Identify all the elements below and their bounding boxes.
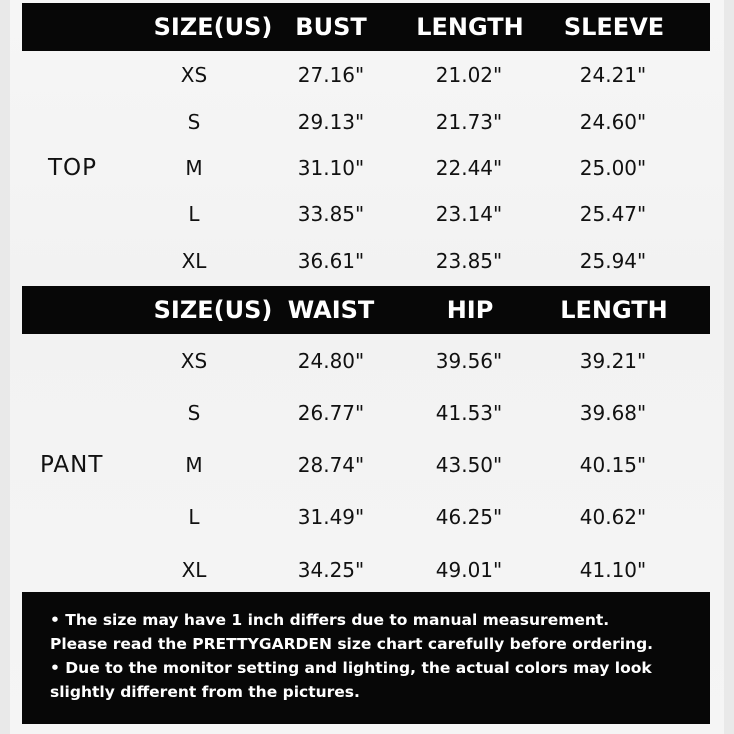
top-sleeve-cell: 25.47": [579, 202, 647, 226]
pant-length-cell: 40.15": [579, 453, 647, 477]
pant-hip-cell: 49.01": [435, 558, 503, 582]
top-length-cell: 23.85": [435, 249, 503, 273]
top-size-cell: S: [187, 110, 201, 134]
note-line: slightly different from the pictures.: [50, 683, 360, 701]
top-header-sleeve: SLEEVE: [563, 13, 665, 41]
note-line: Please read the PRETTYGARDEN size chart carefully before ordering.: [50, 635, 654, 653]
top-section-label: TOP: [48, 155, 98, 181]
top-header-bust: BUST: [295, 13, 367, 41]
top-bust-cell: 29.13": [297, 110, 365, 134]
top-length-cell: 22.44": [435, 156, 503, 180]
pant-waist-cell: 34.25": [297, 558, 365, 582]
top-sleeve-cell: 24.21": [579, 63, 647, 87]
pant-hip-cell: 39.56": [435, 349, 503, 373]
pant-header-row: [22, 286, 710, 334]
top-sleeve-cell: 24.60": [579, 110, 647, 134]
pant-waist-cell: 31.49": [297, 505, 365, 529]
top-length-cell: 23.14": [435, 202, 503, 226]
top-header-length: LENGTH: [416, 13, 524, 41]
pant-hip-cell: 41.53": [435, 401, 503, 425]
top-size-cell: XL: [181, 249, 207, 273]
pant-size-cell: XS: [180, 349, 208, 373]
pant-length-cell: 39.68": [579, 401, 647, 425]
top-size-cell: L: [188, 202, 200, 226]
notes-box: [22, 592, 710, 724]
pant-header-length: LENGTH: [560, 296, 668, 324]
pant-size-cell: S: [187, 401, 201, 425]
pant-size-cell: XL: [181, 558, 207, 582]
top-header-row: [22, 3, 710, 51]
top-sleeve-cell: 25.00": [579, 156, 647, 180]
pant-header-hip: HIP: [446, 296, 494, 324]
top-bust-cell: 27.16": [297, 63, 365, 87]
pant-waist-cell: 26.77": [297, 401, 365, 425]
top-bust-cell: 36.61": [297, 249, 365, 273]
note-line: • Due to the monitor setting and lighting, the actual colors may look: [50, 659, 652, 677]
pant-size-cell: M: [185, 453, 203, 477]
top-sleeve-cell: 25.94": [579, 249, 647, 273]
note-line: • The size may have 1 inch differs due to manual measurement.: [50, 611, 610, 629]
top-size-cell: M: [185, 156, 203, 180]
top-size-cell: XS: [180, 63, 208, 87]
pant-length-cell: 41.10": [579, 558, 647, 582]
pant-length-cell: 39.21": [579, 349, 647, 373]
pant-length-cell: 40.62": [579, 505, 647, 529]
top-bust-cell: 33.85": [297, 202, 365, 226]
top-header-size: SIZE(US): [153, 13, 273, 41]
pant-hip-cell: 43.50": [435, 453, 503, 477]
pant-size-cell: L: [188, 505, 200, 529]
top-length-cell: 21.02": [435, 63, 503, 87]
pant-header-size: SIZE(US): [153, 296, 273, 324]
pant-hip-cell: 46.25": [435, 505, 503, 529]
pant-waist-cell: 24.80": [297, 349, 365, 373]
pant-section-label: PANT: [40, 452, 104, 478]
pant-header-waist: WAIST: [287, 296, 375, 324]
top-length-cell: 21.73": [435, 110, 503, 134]
pant-waist-cell: 28.74": [297, 453, 365, 477]
top-bust-cell: 31.10": [297, 156, 365, 180]
